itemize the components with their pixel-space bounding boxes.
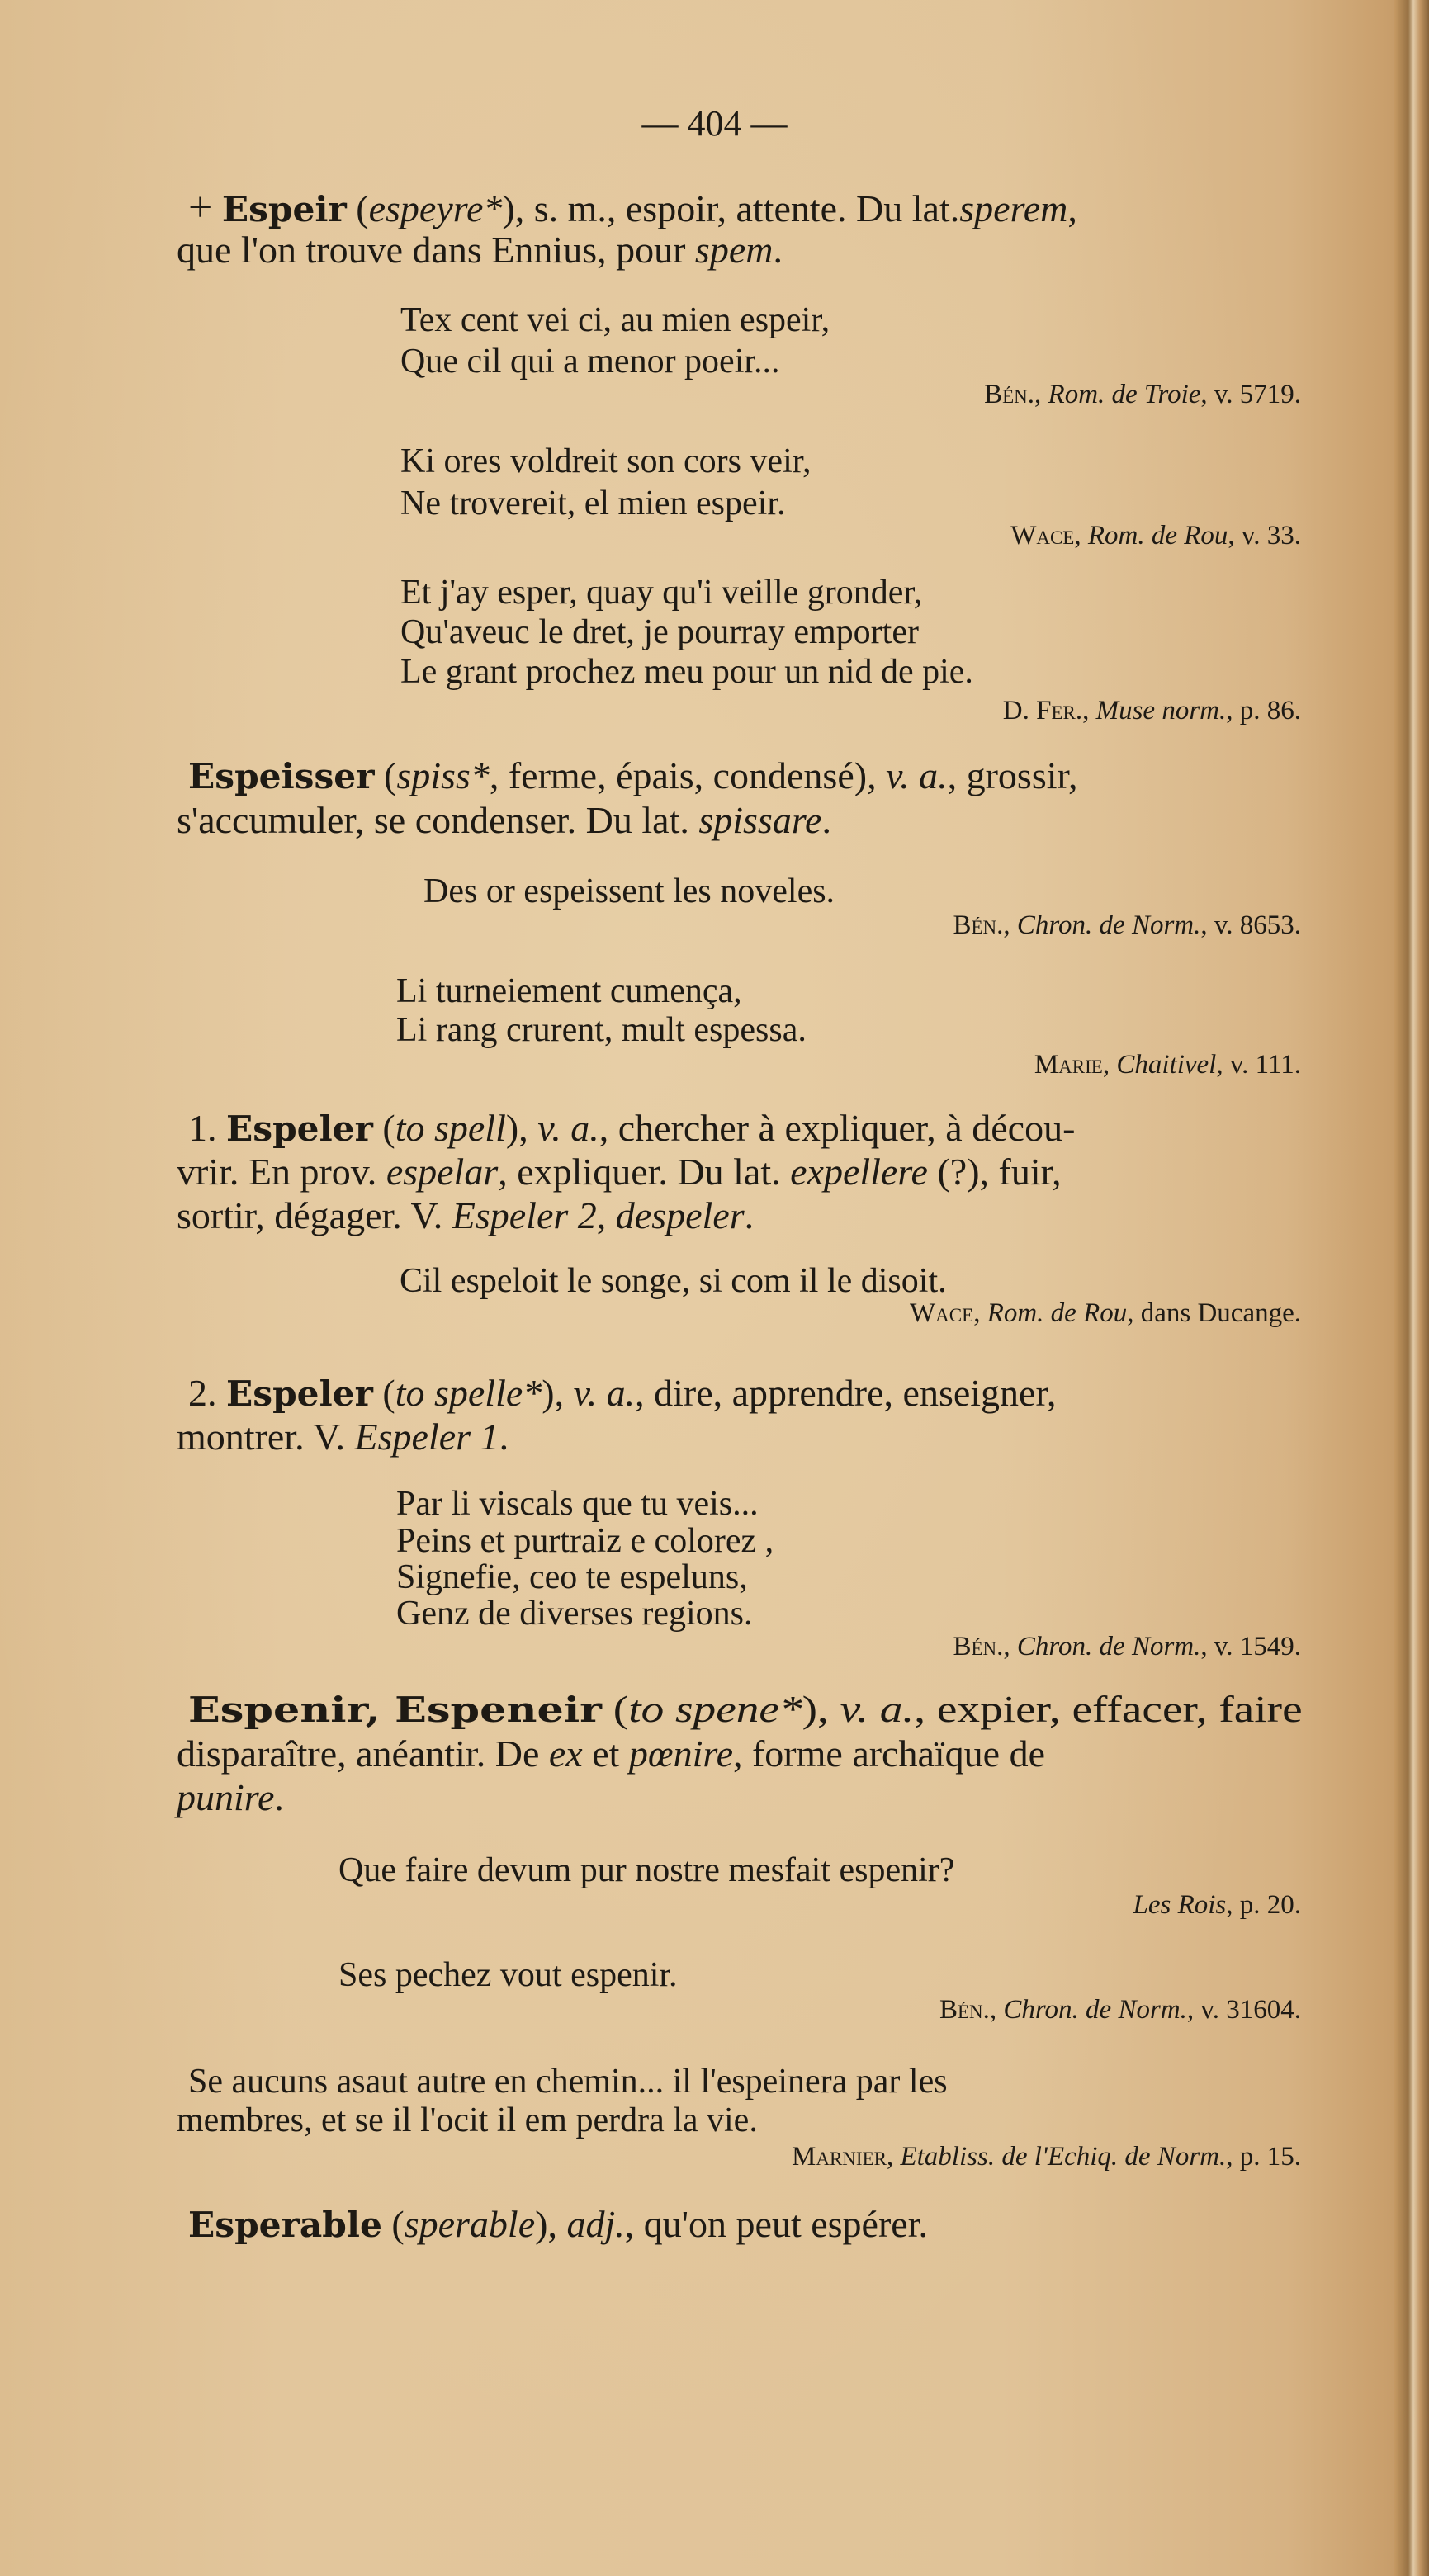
definition: , chercher à expliquer, à décou- bbox=[599, 1107, 1076, 1149]
definition: , grossir, bbox=[947, 754, 1078, 796]
punct: . bbox=[274, 1776, 284, 1818]
entry-espeler-2-line-1: 2. Espeler (to spelle*), v. a., dire, apprendre, enseigner, bbox=[188, 1372, 1057, 1414]
cite-ref: p. 15. bbox=[1239, 2142, 1301, 2172]
verse: Cil espeloit le songe, si com il le disoit. bbox=[400, 1262, 947, 1300]
cite-author: Wace bbox=[1010, 521, 1075, 551]
punct: , bbox=[1067, 187, 1077, 229]
verse: Signefie, ceo te espeluns, bbox=[396, 1558, 748, 1596]
headword-espeir: Espeir bbox=[221, 188, 347, 229]
entry-espeisser-line-2 bbox=[177, 801, 831, 839]
etymon: spiss* bbox=[396, 754, 490, 796]
cross-reference: Espeler 1 bbox=[354, 1416, 499, 1458]
etymon: to spelle* bbox=[395, 1372, 542, 1414]
headword-espeler-1: Espeler bbox=[226, 1108, 373, 1149]
cite-work: Muse norm. bbox=[1095, 696, 1227, 726]
cite-work: Rom. de Troie bbox=[1048, 380, 1201, 409]
grammar: adj. bbox=[566, 2203, 625, 2245]
citation: Wace, Rom. de Rou, dans Ducange. bbox=[910, 1298, 1301, 1328]
etymon: to spell bbox=[395, 1107, 506, 1149]
cite-author: Wace bbox=[910, 1298, 974, 1328]
punct: . bbox=[744, 1194, 755, 1236]
punct: . bbox=[821, 799, 831, 841]
verse: Que cil qui a menor poeir... bbox=[400, 343, 780, 380]
entry-espeler-1-line-2 bbox=[177, 1153, 1062, 1191]
entry-espeler-2-line-2 bbox=[177, 1418, 509, 1456]
entry-espenir-line-3 bbox=[177, 1776, 284, 1818]
page-number: — 404 — bbox=[641, 103, 788, 144]
verse: Ki ores voldreit son cors veir, bbox=[400, 442, 812, 480]
cite-work: Chron. de Norm. bbox=[1016, 1632, 1201, 1661]
grammar: v. a. bbox=[886, 754, 948, 796]
cross-reference: despeler bbox=[615, 1194, 745, 1236]
headword-espeler-2: Espeler bbox=[226, 1373, 373, 1414]
headword-esperable: Esperable bbox=[188, 2204, 382, 2245]
latin-word: spem bbox=[694, 229, 774, 271]
verse: Se aucuns asaut autre en chemin... il l'espeinera par les bbox=[188, 2063, 948, 2101]
cite-ref: v. 111. bbox=[1229, 1050, 1301, 1080]
latin-word: spissare bbox=[698, 799, 822, 841]
verse: Ses pechez vout espenir. bbox=[338, 1956, 678, 1994]
etymon: sperable bbox=[404, 2203, 536, 2245]
cite-work: Etabliss. de l'Echiq. de Norm. bbox=[900, 2142, 1227, 2172]
cite-ref: v. 5719. bbox=[1214, 380, 1301, 409]
definition: (?), fuir, bbox=[927, 1151, 1062, 1193]
latin-word: pœnire bbox=[628, 1732, 733, 1775]
verse: Et j'ay esper, quay qu'i veille gronder, bbox=[400, 574, 923, 612]
provencal-word: espelar bbox=[386, 1151, 499, 1193]
citation: Les Rois, p. 20. bbox=[1133, 1890, 1301, 1920]
cite-work: Les Rois bbox=[1133, 1890, 1227, 1920]
verse: Genz de diverses regions. bbox=[396, 1595, 753, 1633]
verse: Qu'aveuc le dret, je pourray emporter bbox=[400, 613, 919, 651]
definition: , s. m., espoir, attente. Du lat. bbox=[514, 187, 960, 229]
definition: , expliquer. Du lat. bbox=[498, 1151, 791, 1193]
verse: Par li viscals que tu veis... bbox=[396, 1485, 759, 1523]
cite-ref: p. 20. bbox=[1239, 1890, 1301, 1920]
cite-ref: dans Ducange. bbox=[1140, 1298, 1301, 1328]
grammar: v. a. bbox=[537, 1107, 599, 1149]
definition: sortir, dégager. V. bbox=[177, 1194, 452, 1236]
definition: montrer. V. bbox=[177, 1416, 355, 1458]
page-edge bbox=[1394, 0, 1429, 2576]
sense-number: 2. bbox=[188, 1372, 217, 1414]
definition: , qu'on peut espérer. bbox=[624, 2203, 928, 2245]
sense-number: 1. bbox=[188, 1107, 217, 1149]
cite-author: Marnier bbox=[792, 2142, 887, 2172]
citation: Wace, Rom. de Rou, v. 33. bbox=[1010, 521, 1301, 551]
citation: D. Fer., Muse norm., p. 86. bbox=[1002, 696, 1301, 726]
latin-word: sperem bbox=[959, 187, 1068, 229]
cite-ref: p. 86. bbox=[1239, 696, 1301, 726]
entry-espeler-1-line-1: 1. Espeler (to spell), v. a., chercher à expliquer, à décou- bbox=[188, 1107, 1076, 1149]
definition: s'accumuler, se condenser. Du lat. bbox=[177, 799, 699, 841]
entry-espeir-line-2 bbox=[177, 231, 783, 269]
verse: Que faire devum pur nostre mesfait espenir? bbox=[338, 1851, 955, 1889]
definition: et bbox=[582, 1732, 629, 1775]
definition: vrir. En prov. bbox=[177, 1151, 386, 1193]
definition: disparaître, anéantir. De bbox=[177, 1732, 549, 1775]
cite-work: Chron. de Norm. bbox=[1016, 910, 1201, 940]
citation: Bén., Chron. de Norm., v. 8653. bbox=[953, 910, 1301, 940]
citation: Marie, Chaitivel, v. 111. bbox=[1034, 1050, 1301, 1080]
citation: Marnier, Etabliss. de l'Echiq. de Norm., p. 15. bbox=[792, 2142, 1301, 2172]
entry-espenir-line-1: Espenir, Espeneir (to spene*), v. a., expier, effacer, faire bbox=[188, 1688, 1303, 1730]
etymon: to spene* bbox=[628, 1688, 802, 1730]
punct: . bbox=[499, 1416, 509, 1458]
latin-word: ex bbox=[548, 1732, 583, 1775]
definition: , forme archaïque de bbox=[732, 1732, 1046, 1775]
verse: membres, et se il l'ocit il em perdra la vie. bbox=[177, 2101, 758, 2139]
cite-ref: v. 8653. bbox=[1214, 910, 1301, 940]
grammar: v. a. bbox=[840, 1688, 915, 1730]
latin-word: expellere bbox=[790, 1151, 928, 1193]
cite-work: Rom. de Rou bbox=[1087, 521, 1228, 551]
cross-marker: + bbox=[188, 184, 213, 231]
citation: Bén., Chron. de Norm., v. 1549. bbox=[953, 1632, 1301, 1661]
headword-espenir: Espenir, Espeneir bbox=[188, 1689, 602, 1730]
verse: Le grant prochez meu pour un nid de pie. bbox=[400, 653, 973, 691]
entry-espeir-line-1: + Espeir (espeyre*), s. m., espoir, attente. Du lat.sperem, bbox=[188, 184, 1077, 231]
cite-author: D. Fer. bbox=[1002, 696, 1083, 726]
cite-author: Bén. bbox=[984, 380, 1035, 409]
punct: , bbox=[596, 1194, 616, 1236]
definition: que l'on trouve dans Ennius, pour bbox=[177, 229, 695, 271]
verse: Li turneiement cumença, bbox=[396, 972, 742, 1010]
cite-author: Bén. bbox=[953, 910, 1004, 940]
grammar: v. a. bbox=[573, 1372, 636, 1414]
verse: Des or espeissent les noveles. bbox=[423, 872, 835, 910]
entry-esperable-line-1: Esperable (sperable), adj., qu'on peut espérer. bbox=[188, 2203, 928, 2245]
cite-author: Marie bbox=[1034, 1050, 1103, 1080]
latin-word: punire bbox=[177, 1776, 275, 1818]
entry-espeisser-line-1: Espeisser (spiss*, ferme, épais, condensé), v. a., grossir, bbox=[188, 754, 1078, 796]
entry-espeler-1-line-3 bbox=[177, 1194, 755, 1236]
definition: , expier, effacer, faire bbox=[914, 1688, 1303, 1730]
cite-ref: v. 33. bbox=[1241, 521, 1301, 551]
entry-espenir-line-2 bbox=[177, 1732, 1046, 1775]
cite-author: Bén. bbox=[939, 1995, 990, 2025]
cite-ref: v. 31604. bbox=[1200, 1995, 1301, 2025]
cite-work: Chron. de Norm. bbox=[1003, 1995, 1187, 2025]
verse: Peins et purtraiz e colorez , bbox=[396, 1522, 774, 1560]
cite-work: Rom. de Rou bbox=[987, 1298, 1128, 1328]
cite-ref: v. 1549. bbox=[1214, 1632, 1301, 1661]
verse: Tex cent vei ci, au mien espeir, bbox=[400, 301, 830, 339]
definition: , ferme, épais, condensé), bbox=[489, 754, 887, 796]
etymon: espeyre* bbox=[368, 187, 503, 229]
headword-espeisser: Espeisser bbox=[188, 755, 375, 796]
cross-reference: Espeler 2 bbox=[452, 1194, 597, 1236]
citation: Bén., Chron. de Norm., v. 31604. bbox=[939, 1995, 1301, 2025]
punct: . bbox=[773, 229, 783, 271]
cite-author: Bén. bbox=[953, 1632, 1004, 1661]
definition: , dire, apprendre, enseigner, bbox=[635, 1372, 1057, 1414]
cite-work: Chaitivel bbox=[1116, 1050, 1217, 1080]
citation: Bén., Rom. de Troie, v. 5719. bbox=[984, 380, 1301, 409]
verse: Li rang crurent, mult espessa. bbox=[396, 1011, 807, 1049]
verse: Ne trovereit, el mien espeir. bbox=[400, 484, 786, 522]
